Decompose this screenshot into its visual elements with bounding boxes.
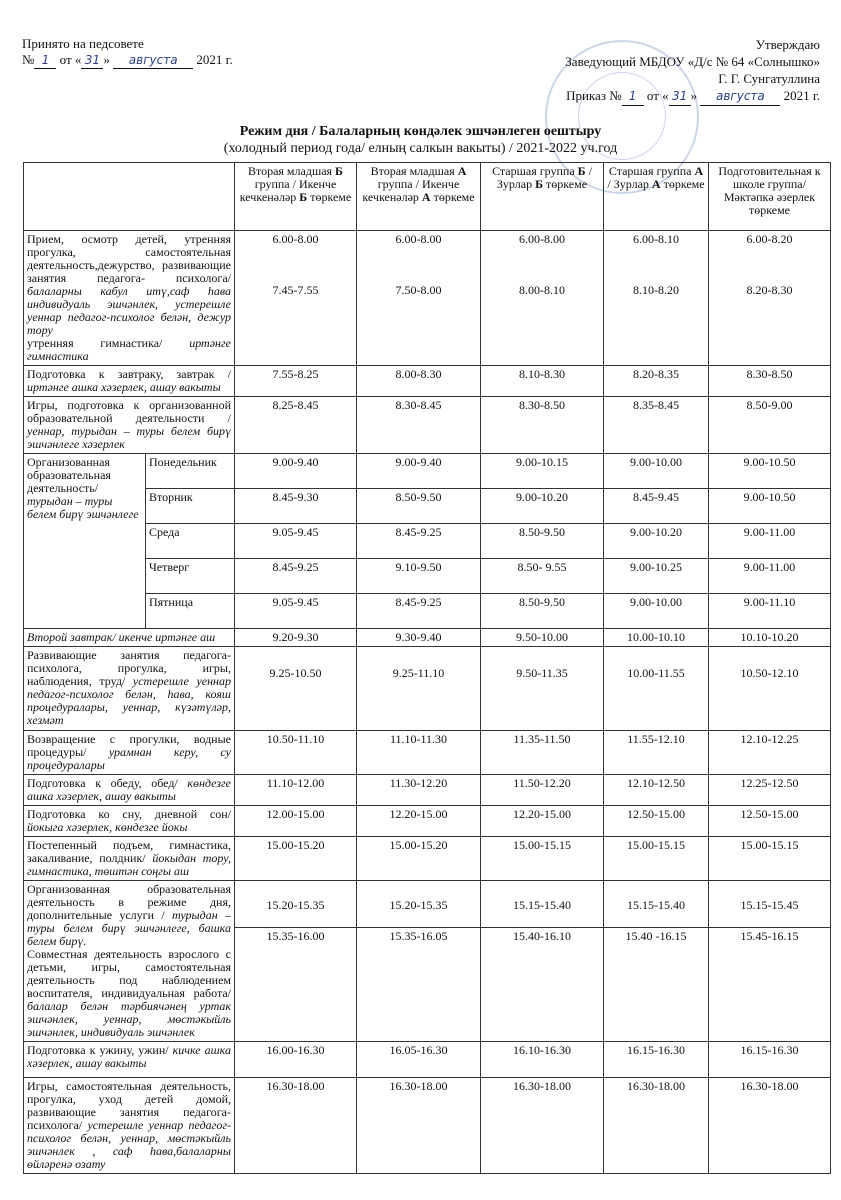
table-row (24, 366, 831, 397)
table-row (24, 629, 831, 647)
corner-cell (24, 163, 235, 231)
time-cell: 15.45-16.15 (709, 928, 831, 1042)
time-cell: 16.30-18.00 (357, 1078, 481, 1174)
table-row (24, 489, 831, 524)
time-cell: 16.15-16.30 (709, 1042, 831, 1078)
time-cell: 8.45-9.25 (357, 524, 481, 559)
time-cell: 12.20-15.00 (481, 806, 604, 837)
col-header: Вторая младшая Б группа / Икенче кечкенәләр Б төркеме (235, 163, 357, 231)
time-cell: 9.05-9.45 (235, 524, 357, 559)
time-cell: 10.00-11.55 (604, 647, 709, 731)
page-title: Режим дня / Балаларның көндәлек эшчәнлеген оештыру (239, 124, 602, 139)
time-cell: 9.00-10.00 (604, 594, 709, 629)
time-cell: 8.45-9.45 (604, 489, 709, 524)
time-cell: 12.50-15.00 (709, 806, 831, 837)
col-header: Старшая группа А / Зурлар А төркеме (604, 163, 709, 231)
time-cell: 11.35-11.50 (481, 731, 604, 775)
table-row (24, 1078, 831, 1174)
weekday-cell: Четверг (146, 559, 235, 594)
time-cell: 12.20-15.00 (357, 806, 481, 837)
activity-cell: Игры, подготовка к организованной образовательной деятельности / уеннар, турыдан – туры белем бирү эшчәнлеге хәзерлек (24, 397, 235, 454)
time-cell: 9.00-10.25 (604, 559, 709, 594)
time-cell: 11.50-12.20 (481, 775, 604, 806)
time-cell: 6.00-8.20 8.20-8.30 (709, 231, 831, 366)
weekday-cell: Пятница (146, 594, 235, 629)
time-cell: 8.00-8.30 (357, 366, 481, 397)
time-cell: 15.15-15.40 (604, 881, 709, 928)
time-cell: 9.00-10.50 (709, 489, 831, 524)
time-cell: 9.50-11.35 (481, 647, 604, 731)
head-title: Заведующий МБДОУ «Д/с № 64 «Солнышко» (565, 54, 820, 69)
activity-cell: Прием, осмотр детей, утренняя прогулка, самостоятельная деятельность,дежурство, развивающие занятия педагога- психолога/ балаларны кабул итү,саф һава индивидуаль эшчәнлек, устерешле уеннар педагог-психолог белән, дежур тору утренняя гимнастика/ иртәнге гимнастика (24, 231, 235, 366)
time-cell: 16.05-16.30 (357, 1042, 481, 1078)
time-cell: 9.20-9.30 (235, 629, 357, 647)
time-cell: 9.25-11.10 (357, 647, 481, 731)
activity-cell: Возвращение с прогулки, водные процедуры/ урамнан керу, су процедуралары (24, 731, 235, 775)
weekday-cell: Среда (146, 524, 235, 559)
col-header: Вторая младшая А группа / Икенче кечкенәләр А төркеме (357, 163, 481, 231)
time-cell: 6.00-8.00 8.00-8.10 (481, 231, 604, 366)
time-cell: 8.45-9.25 (357, 594, 481, 629)
activity-cell: Подготовка к ужину, ужин/ кичке ашка хәзерлек, ашау вакыты (24, 1042, 235, 1078)
time-cell: 8.45-9.25 (235, 559, 357, 594)
time-cell: 6.00-8.10 8.10-8.20 (604, 231, 709, 366)
table-row (24, 881, 831, 928)
time-cell: 12.25-12.50 (709, 775, 831, 806)
table-row (24, 775, 831, 806)
time-cell: 9.25-10.50 (235, 647, 357, 731)
table-row (24, 647, 831, 731)
time-cell: 8.10-8.30 (481, 366, 604, 397)
time-cell: 15.35-16.05 (357, 928, 481, 1042)
time-cell: 15.40 -16.15 (604, 928, 709, 1042)
time-cell: 16.30-18.00 (709, 1078, 831, 1174)
adoption-line: Принято на педсовете (22, 36, 144, 51)
schedule-table (23, 162, 831, 1174)
time-cell: 8.20-8.35 (604, 366, 709, 397)
adoption-note (22, 36, 233, 69)
time-cell: 9.50-10.00 (481, 629, 604, 647)
time-cell: 15.00-15.15 (709, 837, 831, 881)
time-cell: 10.00-10.10 (604, 629, 709, 647)
table-row (24, 231, 831, 366)
time-cell: 8.50-9.50 (481, 524, 604, 559)
time-cell: 15.20-15.35 (357, 881, 481, 928)
time-cell: 15.00-15.20 (357, 837, 481, 881)
time-cell: 15.00-15.15 (481, 837, 604, 881)
time-cell: 9.00-11.00 (709, 559, 831, 594)
time-cell: 6.00-8.00 7.50-8.00 (357, 231, 481, 366)
table-row (24, 806, 831, 837)
time-cell: 9.00-11.10 (709, 594, 831, 629)
time-cell: 7.55-8.25 (235, 366, 357, 397)
order-line: Приказ № 1 от « 31 » августа 2021 г. (500, 87, 820, 106)
time-cell: 9.10-9.50 (357, 559, 481, 594)
time-cell: 15.15-15.45 (709, 881, 831, 928)
table-row (24, 837, 831, 881)
time-cell: 10.50-12.10 (709, 647, 831, 731)
time-cell: 8.45-9.30 (235, 489, 357, 524)
time-cell: 8.35-8.45 (604, 397, 709, 454)
activity-cell: Подготовка к обеду, обед/ көндезге ашка хәзерлек, ашау вакыты (24, 775, 235, 806)
activity-cell: Подготовка ко сну, дневной сон/ йокыга хәзерлек, көндезге йокы (24, 806, 235, 837)
time-cell: 8.25-8.45 (235, 397, 357, 454)
time-cell: 15.00-15.20 (235, 837, 357, 881)
time-cell: 8.30-8.50 (709, 366, 831, 397)
time-cell: 8.50-9.50 (481, 594, 604, 629)
activity-cell: Игры, самостоятельная деятельность, прогулка, уход детей домой, развивающие занятия педагога-психолога/ устерешле уеннар педагог-психолог белән, уеннар, мөстәкыйль эшчәнлек , саф һава,балаларны өйләренә озату (24, 1078, 235, 1174)
time-cell: 9.00-10.50 (709, 454, 831, 489)
time-cell: 12.10-12.50 (604, 775, 709, 806)
time-cell: 8.50-9.50 (357, 489, 481, 524)
time-cell: 6.00-8.00 7.45-7.55 (235, 231, 357, 366)
order-number: 1 (622, 88, 644, 106)
table-row (24, 731, 831, 775)
adoption-month: августа (113, 52, 193, 69)
time-cell: 9.05-9.45 (235, 594, 357, 629)
adoption-number-line: № 1 от « 31 » августа 2021 г. (22, 52, 233, 67)
weekday-cell: Вторник (146, 489, 235, 524)
time-cell: 15.15-15.40 (481, 881, 604, 928)
order-month: августа (700, 88, 780, 106)
time-cell: 11.55-12.10 (604, 731, 709, 775)
ood-activity-cell: Организованная образовательная деятельность/ турыдан – туры белем бирү эшчәнлеге (24, 454, 146, 629)
order-day: 31 (669, 88, 691, 106)
time-cell: 16.10-16.30 (481, 1042, 604, 1078)
time-cell: 12.50-15.00 (604, 806, 709, 837)
approval-block (500, 36, 820, 106)
time-cell: 16.30-18.00 (481, 1078, 604, 1174)
time-cell: 9.00-9.40 (357, 454, 481, 489)
table-row (24, 1042, 831, 1078)
time-cell: 9.00-9.40 (235, 454, 357, 489)
table-header-row (24, 163, 831, 231)
time-cell: 15.40-16.10 (481, 928, 604, 1042)
time-cell: 12.00-15.00 (235, 806, 357, 837)
time-cell: 15.35-16.00 (235, 928, 357, 1042)
time-cell: 11.10-11.30 (357, 731, 481, 775)
time-cell: 11.30-12.20 (357, 775, 481, 806)
signer-name: Г. Г. Сунгатуллина (718, 71, 820, 86)
activity-cell: Второй завтрак/ икенче иртәнге аш (24, 629, 235, 647)
time-cell: 15.20-15.35 (235, 881, 357, 928)
col-header: Старшая группа Б / Зурлар Б төркеме (481, 163, 604, 231)
time-cell: 9.00-10.20 (481, 489, 604, 524)
time-cell: 16.30-18.00 (604, 1078, 709, 1174)
time-cell: 15.00-15.15 (604, 837, 709, 881)
time-cell: 9.00-10.15 (481, 454, 604, 489)
table-row (24, 454, 831, 489)
page-subtitle: (холодный период года/ елның салкын вакыты) / 2021-2022 уч.год (223, 141, 618, 156)
activity-cell: Подготовка к завтраку, завтрак / иртәнге ашка хәзерлек, ашау вакыты (24, 366, 235, 397)
table-row (24, 559, 831, 594)
time-cell: 16.30-18.00 (235, 1078, 357, 1174)
activity-cell: Постепенный подъем, гимнастика, закаливание, полдник/ йокыдан тору, гимнастика, төштән соңгы аш (24, 837, 235, 881)
time-cell: 8.50-9.00 (709, 397, 831, 454)
time-cell: 9.30-9.40 (357, 629, 481, 647)
protocol-number: 1 (34, 52, 56, 69)
table-row (24, 397, 831, 454)
time-cell: 8.30-8.50 (481, 397, 604, 454)
table-row (24, 594, 831, 629)
activity-cell: Организованная образовательная деятельность в режиме дня, дополнительные услуги / турыдан – туры белем бирү эшчәнлеге, башка белем бирү. Совместная деятельность взрослого с детьми, игры, самостоятельная деятельность под наблюдением воспитателя, индивидуальная работа/ балалар белән тәрбиячәнең уртак эшчәнлек, уеннар, мөстәкыйль эшчәнлек, индивидуаль эшчәнлек (24, 881, 235, 1042)
approve-label: Утверждаю (755, 37, 820, 52)
time-cell: 10.10-10.20 (709, 629, 831, 647)
time-cell: 8.30-8.45 (357, 397, 481, 454)
weekday-cell: Понедельник (146, 454, 235, 489)
time-cell: 8.50- 9.55 (481, 559, 604, 594)
time-cell: 11.10-12.00 (235, 775, 357, 806)
col-header: Подготовительная к школе группа/ Мәктәпкә әзерлек төркеме (709, 163, 831, 231)
time-cell: 16.00-16.30 (235, 1042, 357, 1078)
time-cell: 12.10-12.25 (709, 731, 831, 775)
activity-cell: Развивающие занятия педагога-психолога, прогулка, игры, наблюдения, труд/ устерешле уеннар педагог-психолог белән, һава, кояш процедуралары, уеннар, күзәтүләр, хезмәт (24, 647, 235, 731)
adoption-day: 31 (81, 52, 103, 69)
time-cell: 10.50-11.10 (235, 731, 357, 775)
time-cell: 16.15-16.30 (604, 1042, 709, 1078)
time-cell: 9.00-10.00 (604, 454, 709, 489)
time-cell: 9.00-11.00 (709, 524, 831, 559)
table-row (24, 524, 831, 559)
time-cell: 9.00-10.20 (604, 524, 709, 559)
